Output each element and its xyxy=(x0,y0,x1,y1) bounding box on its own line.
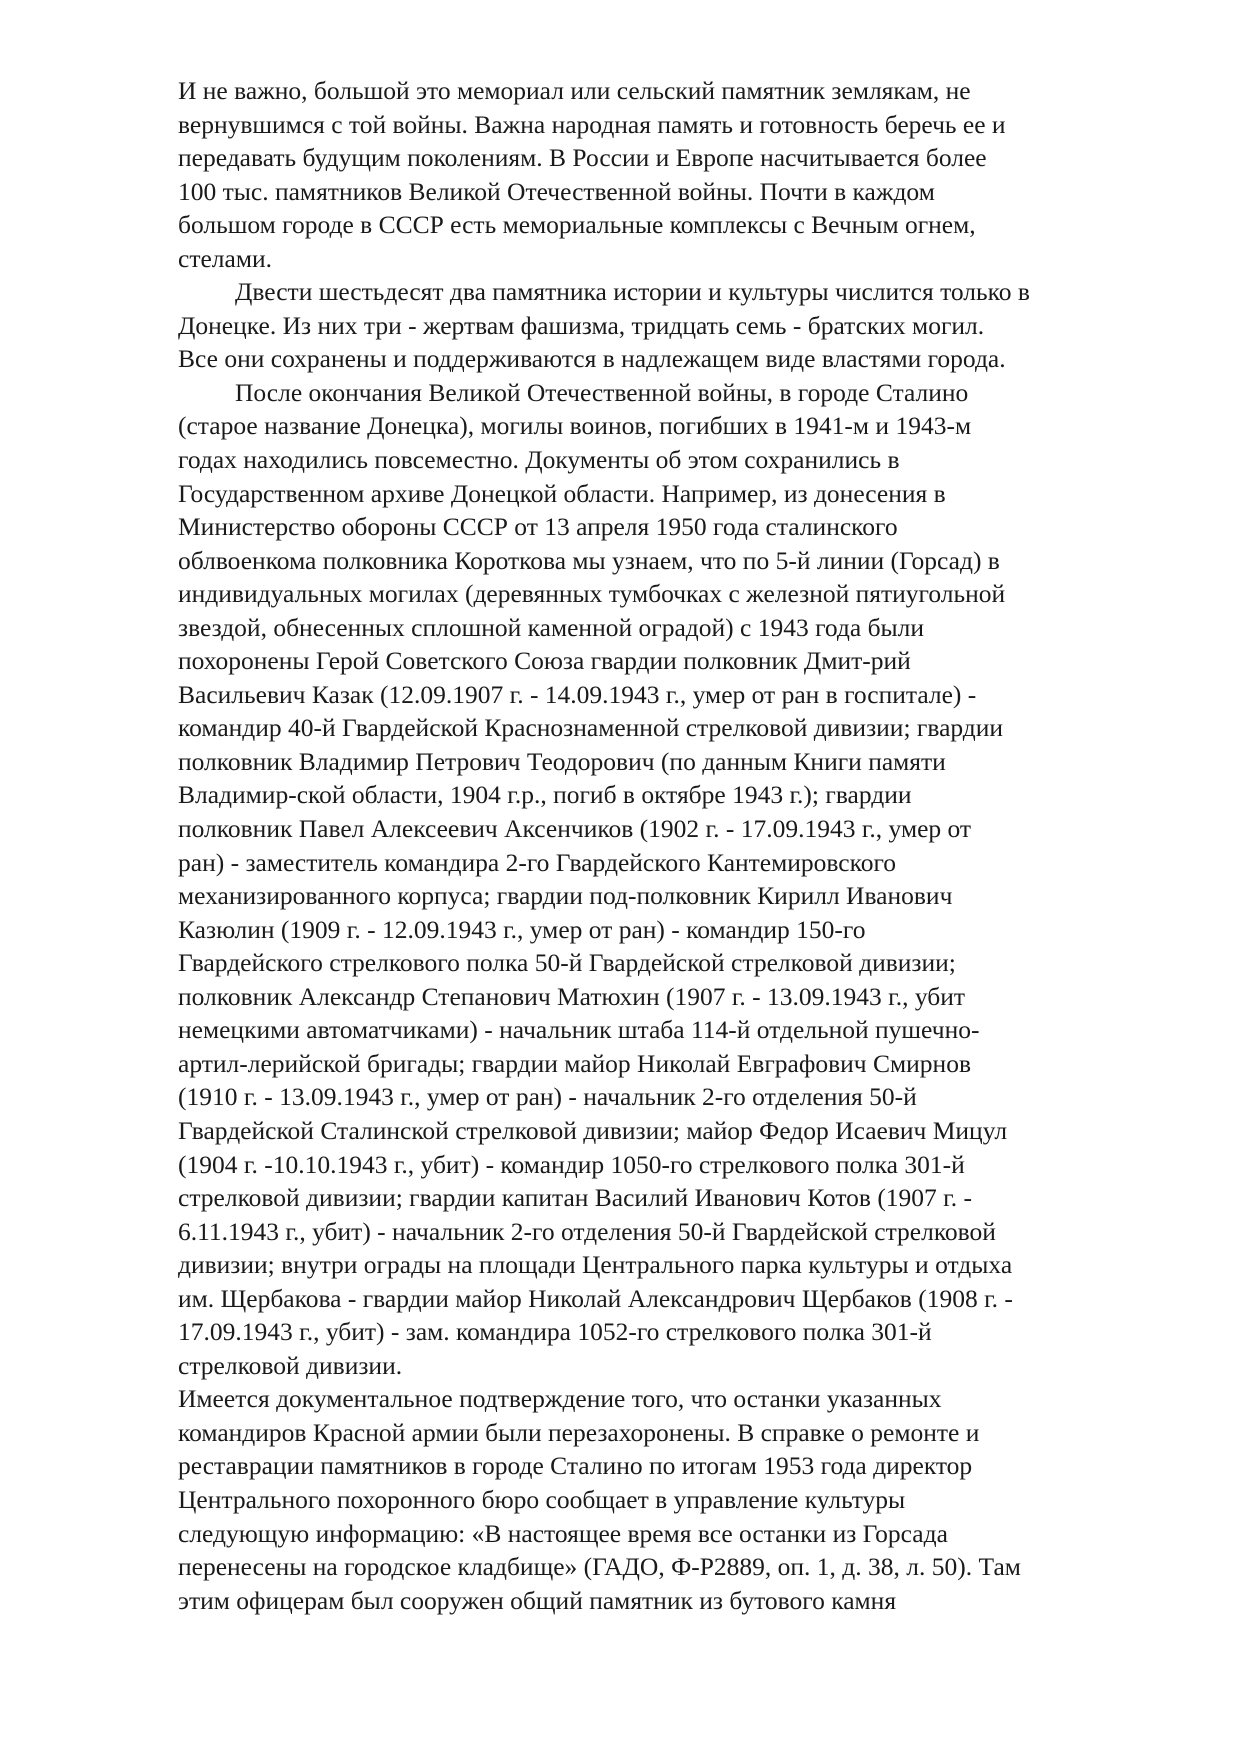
text-line: Казюлин (1909 г. - 12.09.1943 г., умер от ран) - командир 150-го xyxy=(178,914,866,944)
text-line: Государственном архиве Донецкой области. Например, из донесения в xyxy=(178,478,946,508)
text-line: следующую информацию: «В настоящее время все останки из Горсада xyxy=(178,1518,948,1548)
text-line: индивидуальных могилах (деревянных тумбочках с железной пятиугольной xyxy=(178,579,1006,609)
text-line: передавать будущим поколениям. В России и Европе насчитывается более xyxy=(178,143,987,173)
text-line: (старое название Донецка), могилы воинов, погибших в 1941-м и 1943-м xyxy=(178,411,972,441)
text-line: перенесены на городское кладбище» (ГАДО, Ф-Р2889, оп. 1, д. 38, л. 50). Там xyxy=(178,1552,1021,1582)
text-line: им. Щербакова - гвардии майор Николай Александрович Щербаков (1908 г. - xyxy=(178,1283,1013,1313)
text-line: После окончания Великой Отечественной войны, в городе Сталино xyxy=(235,377,969,407)
paragraph-donetsk-monuments xyxy=(178,275,1168,376)
text-line: 6.11.1943 г., убит) - начальник 2-го отделения 50-й Гвардейской стрелковой xyxy=(178,1216,996,1246)
text-line: 17.09.1943 г., убит) - зам. командира 1052-го стрелкового полка 301-й xyxy=(178,1317,932,1347)
text-line: ран) - заместитель командира 2-го Гвардейского Кантемировского xyxy=(178,847,897,877)
text-line: звездой, обнесенных сплошной каменной оградой) с 1943 года были xyxy=(178,612,925,642)
text-line: Министерство обороны СССР от 13 апреля 1950 года сталинского xyxy=(178,512,898,542)
text-line: полковник Александр Степанович Матюхин (1907 г. - 13.09.1943 г., убит xyxy=(178,981,966,1011)
text-line: Васильевич Казак (12.09.1907 г. - 14.09.1943 г., умер от ран в госпитале) - xyxy=(178,679,977,709)
text-line: Владимир-ской области, 1904 г.р., погиб в октябре 1943 г.); гвардии xyxy=(178,780,912,810)
text-line: артил-лерийской бригады; гвардии майор Николай Евграфович Смирнов xyxy=(178,1048,971,1078)
text-line: годах находились повсеместно. Документы об этом сохранились в xyxy=(178,445,900,475)
text-line: Гвардейского стрелкового полка 50-й Гвардейской стрелковой дивизии; xyxy=(178,948,956,978)
text-line: (1904 г. -10.10.1943 г., убит) - командир 1050-го стрелкового полка 301-й xyxy=(178,1149,965,1179)
text-line: стрелковой дивизии; гвардии капитан Василий Иванович Котов (1907 г. - xyxy=(178,1183,973,1213)
text-line: полковник Владимир Петрович Теодорович (по данным Книги памяти xyxy=(178,746,946,776)
text-line: похоронены Герой Советского Союза гвардии полковник Дмит-рий xyxy=(178,646,911,676)
text-line: Все они сохранены и поддерживаются в надлежащем виде властями города. xyxy=(178,344,1006,374)
text-line: дивизии; внутри ограды на площади Центрального парка культуры и отдыха xyxy=(178,1250,1013,1280)
text-line: И не важно, большой это мемориал или сельский памятник землякам, не xyxy=(178,76,971,105)
text-line: вернувшимся с той войны. Важна народная память и готовность беречь ее и xyxy=(178,109,1006,139)
text-line: Гвардейской Сталинской стрелковой дивизии; майор Федор Исаевич Мицул xyxy=(178,1115,1008,1145)
paragraph-reburial xyxy=(178,1382,1168,1617)
text-line: стрелковой дивизии. xyxy=(178,1350,403,1380)
paragraph-memorials xyxy=(178,74,1168,275)
text-line: Имеется документальное подтверждение того, что останки указанных xyxy=(178,1384,942,1414)
text-line: 100 тыс. памятников Великой Отечественной войны. Почти в каждом xyxy=(178,176,935,206)
text-line: этим офицерам был сооружен общий памятник из бутового камня xyxy=(178,1585,897,1615)
text-line: реставрации памятников в городе Сталино по итогам 1953 года директор xyxy=(178,1451,973,1481)
text-line: механизированного корпуса; гвардии под-полковник Кирилл Иванович xyxy=(178,881,953,911)
text-line: стелами. xyxy=(178,243,272,273)
paragraph-stalino-graves xyxy=(178,376,1168,1382)
text-line: Двести шестьдесят два памятника истории и культуры числится только в xyxy=(235,277,1030,307)
text-line: (1910 г. - 13.09.1943 г., умер от ран) - начальник 2-го отделения 50-й xyxy=(178,1082,917,1112)
text-line: облвоенкома полковника Короткова мы узнаем, что по 5-й линии (Горсад) в xyxy=(178,545,1000,575)
text-line: немецкими автоматчиками) - начальник штаба 114-й отдельной пушечно- xyxy=(178,1015,980,1045)
text-line: Центрального похоронного бюро сообщает в управление культуры xyxy=(178,1484,906,1514)
text-line: Донецке. Из них три - жертвам фашизма, тридцать семь - братских могил. xyxy=(178,310,985,340)
text-line: большом городе в СССР есть мемориальные комплексы с Вечным огнем, xyxy=(178,210,976,240)
text-line: полковник Павел Алексеевич Аксенчиков (1902 г. - 17.09.1943 г., умер от xyxy=(178,814,972,844)
text-line: командир 40-й Гвардейской Краснознаменной стрелковой дивизии; гвардии xyxy=(178,713,1004,743)
document-body xyxy=(178,74,1168,1617)
text-line: командиров Красной армии были перезахоронены. В справке о ремонте и xyxy=(178,1417,980,1447)
